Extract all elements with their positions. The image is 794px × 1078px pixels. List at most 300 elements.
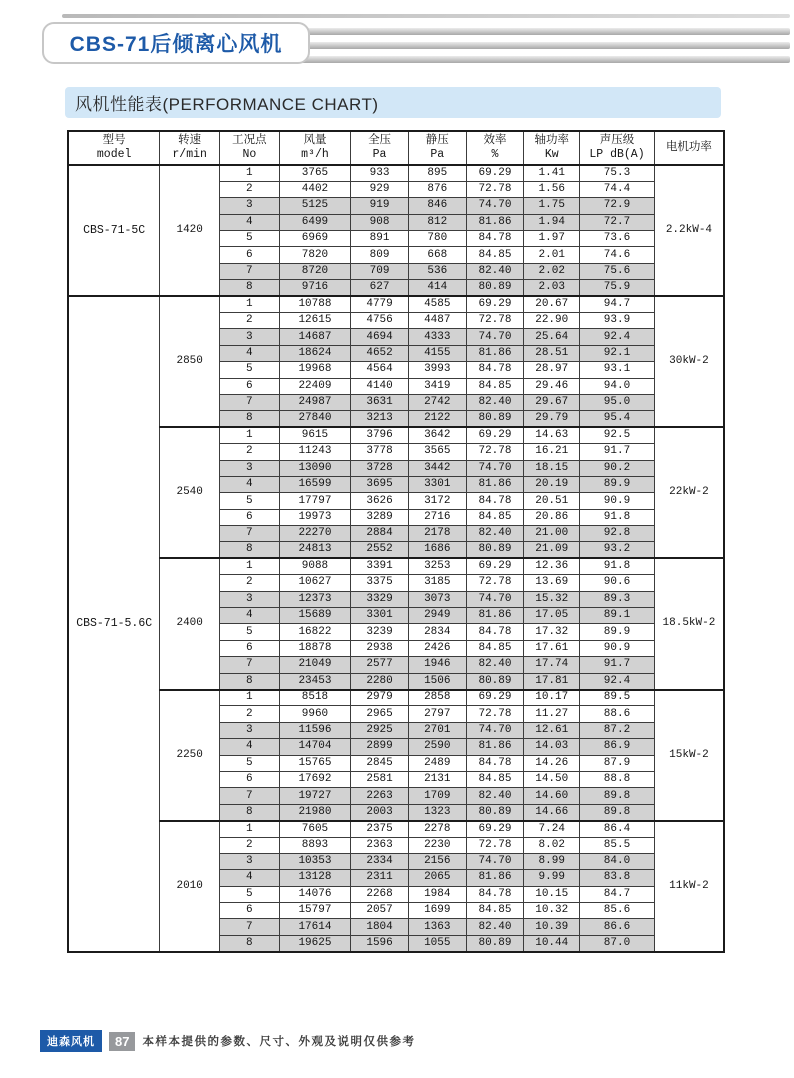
flow-cell: 10788	[279, 296, 351, 312]
point-no-cell: 3	[220, 722, 280, 738]
efficiency-cell: 82.40	[466, 788, 524, 804]
point-no-cell: 1	[220, 296, 280, 312]
point-no-cell: 6	[220, 771, 280, 787]
static-pressure-cell: 1506	[408, 673, 466, 689]
shaft-power-cell: 16.21	[524, 444, 580, 460]
total-pressure-cell: 2280	[351, 673, 409, 689]
shaft-power-cell: 12.36	[524, 558, 580, 574]
noise-level-cell: 85.5	[580, 837, 655, 853]
column-header: 全压 Pa	[351, 131, 409, 165]
point-no-cell: 8	[220, 411, 280, 427]
efficiency-cell: 84.85	[466, 771, 524, 787]
noise-level-cell: 90.6	[580, 575, 655, 591]
header-stripes	[292, 28, 790, 68]
static-pressure-cell: 1363	[408, 919, 466, 935]
total-pressure-cell: 2268	[351, 886, 409, 902]
point-no-cell: 3	[220, 198, 280, 214]
flow-cell: 14076	[279, 886, 351, 902]
total-pressure-cell: 4564	[351, 362, 409, 378]
shaft-power-cell: 8.99	[524, 853, 580, 869]
efficiency-cell: 81.86	[466, 870, 524, 886]
total-pressure-cell: 2552	[351, 542, 409, 558]
static-pressure-cell: 1946	[408, 657, 466, 673]
flow-cell: 24813	[279, 542, 351, 558]
flow-cell: 8893	[279, 837, 351, 853]
noise-level-cell: 72.7	[580, 214, 655, 230]
flow-cell: 17614	[279, 919, 351, 935]
shaft-power-cell: 1.97	[524, 231, 580, 247]
static-pressure-cell: 1686	[408, 542, 466, 558]
total-pressure-cell: 4694	[351, 329, 409, 345]
flow-cell: 17692	[279, 771, 351, 787]
noise-level-cell: 84.7	[580, 886, 655, 902]
point-no-cell: 2	[220, 313, 280, 329]
point-no-cell: 1	[220, 165, 280, 181]
shaft-power-cell: 20.19	[524, 476, 580, 492]
total-pressure-cell: 2938	[351, 640, 409, 656]
static-pressure-cell: 1709	[408, 788, 466, 804]
shaft-power-cell: 9.99	[524, 870, 580, 886]
efficiency-cell: 69.29	[466, 296, 524, 312]
flow-cell: 12373	[279, 591, 351, 607]
flow-cell: 16599	[279, 476, 351, 492]
flow-cell: 8518	[279, 690, 351, 706]
shaft-power-cell: 29.46	[524, 378, 580, 394]
static-pressure-cell: 3442	[408, 460, 466, 476]
point-no-cell: 1	[220, 690, 280, 706]
shaft-power-cell: 10.39	[524, 919, 580, 935]
speed-cell: 2010	[160, 821, 220, 952]
shaft-power-cell: 25.64	[524, 329, 580, 345]
shaft-power-cell: 28.97	[524, 362, 580, 378]
noise-level-cell: 92.5	[580, 427, 655, 443]
noise-level-cell: 91.8	[580, 509, 655, 525]
shaft-power-cell: 8.02	[524, 837, 580, 853]
point-no-cell: 2	[220, 444, 280, 460]
flow-cell: 14704	[279, 739, 351, 755]
noise-level-cell: 92.4	[580, 673, 655, 689]
flow-cell: 15765	[279, 755, 351, 771]
static-pressure-cell: 895	[408, 165, 466, 181]
static-pressure-cell: 876	[408, 181, 466, 197]
shaft-power-cell: 7.24	[524, 821, 580, 837]
noise-level-cell: 94.0	[580, 378, 655, 394]
noise-level-cell: 89.3	[580, 591, 655, 607]
shaft-power-cell: 20.51	[524, 493, 580, 509]
flow-cell: 24987	[279, 394, 351, 410]
efficiency-cell: 84.85	[466, 247, 524, 263]
point-no-cell: 8	[220, 280, 280, 296]
static-pressure-cell: 2701	[408, 722, 466, 738]
speed-cell: 2400	[160, 558, 220, 689]
brand-badge: 迪森风机	[40, 1030, 102, 1052]
shaft-power-cell: 1.56	[524, 181, 580, 197]
total-pressure-cell: 891	[351, 231, 409, 247]
point-no-cell: 2	[220, 575, 280, 591]
flow-cell: 7605	[279, 821, 351, 837]
column-header: 效率 %	[466, 131, 524, 165]
point-no-cell: 7	[220, 263, 280, 279]
static-pressure-cell: 2716	[408, 509, 466, 525]
static-pressure-cell: 2489	[408, 755, 466, 771]
shaft-power-cell: 2.03	[524, 280, 580, 296]
static-pressure-cell: 3301	[408, 476, 466, 492]
noise-level-cell: 88.6	[580, 706, 655, 722]
shaft-power-cell: 10.44	[524, 935, 580, 951]
noise-level-cell: 90.9	[580, 640, 655, 656]
noise-level-cell: 75.3	[580, 165, 655, 181]
total-pressure-cell: 3289	[351, 509, 409, 525]
flow-cell: 19625	[279, 935, 351, 951]
efficiency-cell: 82.40	[466, 263, 524, 279]
point-no-cell: 3	[220, 460, 280, 476]
total-pressure-cell: 3375	[351, 575, 409, 591]
static-pressure-cell: 668	[408, 247, 466, 263]
shaft-power-cell: 17.32	[524, 624, 580, 640]
point-no-cell: 6	[220, 247, 280, 263]
total-pressure-cell: 2363	[351, 837, 409, 853]
point-no-cell: 7	[220, 526, 280, 542]
efficiency-cell: 80.89	[466, 411, 524, 427]
static-pressure-cell: 2949	[408, 608, 466, 624]
point-no-cell: 5	[220, 755, 280, 771]
flow-cell: 11596	[279, 722, 351, 738]
efficiency-cell: 72.78	[466, 706, 524, 722]
point-no-cell: 4	[220, 608, 280, 624]
noise-level-cell: 87.2	[580, 722, 655, 738]
noise-level-cell: 72.9	[580, 198, 655, 214]
total-pressure-cell: 3796	[351, 427, 409, 443]
noise-level-cell: 83.8	[580, 870, 655, 886]
efficiency-cell: 69.29	[466, 690, 524, 706]
static-pressure-cell: 2858	[408, 690, 466, 706]
static-pressure-cell: 4585	[408, 296, 466, 312]
noise-level-cell: 86.4	[580, 821, 655, 837]
static-pressure-cell: 2230	[408, 837, 466, 853]
speed-cell: 2250	[160, 690, 220, 821]
shaft-power-cell: 13.69	[524, 575, 580, 591]
efficiency-cell: 81.86	[466, 345, 524, 361]
efficiency-cell: 72.78	[466, 837, 524, 853]
flow-cell: 9615	[279, 427, 351, 443]
noise-level-cell: 74.4	[580, 181, 655, 197]
noise-level-cell: 90.9	[580, 493, 655, 509]
shaft-power-cell: 17.81	[524, 673, 580, 689]
total-pressure-cell: 2925	[351, 722, 409, 738]
noise-level-cell: 86.6	[580, 919, 655, 935]
section-title-bar	[65, 87, 721, 118]
table-row	[68, 690, 724, 706]
point-no-cell: 7	[220, 394, 280, 410]
top-rule	[62, 14, 790, 18]
shaft-power-cell: 10.17	[524, 690, 580, 706]
point-no-cell: 4	[220, 739, 280, 755]
flow-cell: 5125	[279, 198, 351, 214]
total-pressure-cell: 2899	[351, 739, 409, 755]
total-pressure-cell: 2884	[351, 526, 409, 542]
efficiency-cell: 81.86	[466, 476, 524, 492]
shaft-power-cell: 28.51	[524, 345, 580, 361]
section-title: 风机性能表(PERFORMANCE CHART)	[75, 95, 379, 114]
flow-cell: 16822	[279, 624, 351, 640]
static-pressure-cell: 3993	[408, 362, 466, 378]
point-no-cell: 2	[220, 181, 280, 197]
point-no-cell: 8	[220, 935, 280, 951]
point-no-cell: 5	[220, 886, 280, 902]
static-pressure-cell: 3642	[408, 427, 466, 443]
static-pressure-cell: 2178	[408, 526, 466, 542]
speed-cell: 2850	[160, 296, 220, 427]
shaft-power-cell: 17.74	[524, 657, 580, 673]
noise-level-cell: 89.9	[580, 624, 655, 640]
efficiency-cell: 72.78	[466, 575, 524, 591]
shaft-power-cell: 20.86	[524, 509, 580, 525]
point-no-cell: 4	[220, 476, 280, 492]
total-pressure-cell: 3728	[351, 460, 409, 476]
column-header: 静压 Pa	[408, 131, 466, 165]
total-pressure-cell: 2979	[351, 690, 409, 706]
shaft-power-cell: 12.61	[524, 722, 580, 738]
table-row	[68, 558, 724, 574]
point-no-cell: 5	[220, 231, 280, 247]
point-no-cell: 5	[220, 624, 280, 640]
total-pressure-cell: 3778	[351, 444, 409, 460]
point-no-cell: 8	[220, 542, 280, 558]
efficiency-cell: 69.29	[466, 165, 524, 181]
shaft-power-cell: 1.75	[524, 198, 580, 214]
efficiency-cell: 81.86	[466, 214, 524, 230]
efficiency-cell: 72.78	[466, 181, 524, 197]
noise-level-cell: 89.5	[580, 690, 655, 706]
shaft-power-cell: 11.27	[524, 706, 580, 722]
motor-power-cell: 11kW-2	[654, 821, 724, 952]
static-pressure-cell: 780	[408, 231, 466, 247]
model-cell: CBS-71-5.6C	[68, 296, 160, 952]
noise-level-cell: 87.9	[580, 755, 655, 771]
efficiency-cell: 80.89	[466, 542, 524, 558]
speed-cell: 1420	[160, 165, 220, 296]
point-no-cell: 6	[220, 640, 280, 656]
column-header: 电机功率	[654, 131, 724, 165]
efficiency-cell: 82.40	[466, 394, 524, 410]
noise-level-cell: 84.0	[580, 853, 655, 869]
speed-cell: 2540	[160, 427, 220, 558]
point-no-cell: 1	[220, 821, 280, 837]
shaft-power-cell: 21.00	[524, 526, 580, 542]
column-header: 转速 r/min	[160, 131, 220, 165]
point-no-cell: 6	[220, 509, 280, 525]
static-pressure-cell: 2122	[408, 411, 466, 427]
point-no-cell: 8	[220, 673, 280, 689]
static-pressure-cell: 2156	[408, 853, 466, 869]
static-pressure-cell: 2278	[408, 821, 466, 837]
noise-level-cell: 91.7	[580, 657, 655, 673]
point-no-cell: 1	[220, 427, 280, 443]
shaft-power-cell: 21.09	[524, 542, 580, 558]
shaft-power-cell: 14.63	[524, 427, 580, 443]
motor-power-cell: 15kW-2	[654, 690, 724, 821]
flow-cell: 9088	[279, 558, 351, 574]
flow-cell: 19973	[279, 509, 351, 525]
total-pressure-cell: 929	[351, 181, 409, 197]
header-row	[68, 131, 724, 165]
point-no-cell: 3	[220, 329, 280, 345]
shaft-power-cell: 20.67	[524, 296, 580, 312]
noise-level-cell: 87.0	[580, 935, 655, 951]
shaft-power-cell: 29.79	[524, 411, 580, 427]
table-row	[68, 427, 724, 443]
efficiency-cell: 74.70	[466, 591, 524, 607]
efficiency-cell: 82.40	[466, 526, 524, 542]
noise-level-cell: 73.6	[580, 231, 655, 247]
shaft-power-cell: 17.61	[524, 640, 580, 656]
total-pressure-cell: 4140	[351, 378, 409, 394]
point-no-cell: 3	[220, 591, 280, 607]
efficiency-cell: 74.70	[466, 329, 524, 345]
column-header: 型号 model	[68, 131, 160, 165]
shaft-power-cell: 29.67	[524, 394, 580, 410]
total-pressure-cell: 2057	[351, 903, 409, 919]
noise-level-cell: 94.7	[580, 296, 655, 312]
static-pressure-cell: 846	[408, 198, 466, 214]
total-pressure-cell: 3329	[351, 591, 409, 607]
shaft-power-cell: 18.15	[524, 460, 580, 476]
flow-cell: 3765	[279, 165, 351, 181]
point-no-cell: 4	[220, 345, 280, 361]
efficiency-cell: 84.78	[466, 231, 524, 247]
total-pressure-cell: 3695	[351, 476, 409, 492]
shaft-power-cell: 14.03	[524, 739, 580, 755]
total-pressure-cell: 3626	[351, 493, 409, 509]
efficiency-cell: 84.78	[466, 362, 524, 378]
noise-level-cell: 75.6	[580, 263, 655, 279]
column-header: 工况点 No	[220, 131, 280, 165]
noise-level-cell: 92.4	[580, 329, 655, 345]
efficiency-cell: 84.85	[466, 640, 524, 656]
efficiency-cell: 81.86	[466, 608, 524, 624]
efficiency-cell: 84.85	[466, 903, 524, 919]
shaft-power-cell: 14.60	[524, 788, 580, 804]
noise-level-cell: 89.9	[580, 476, 655, 492]
flow-cell: 10627	[279, 575, 351, 591]
flow-cell: 4402	[279, 181, 351, 197]
efficiency-cell: 84.78	[466, 886, 524, 902]
noise-level-cell: 95.0	[580, 394, 655, 410]
motor-power-cell: 2.2kW-4	[654, 165, 724, 296]
total-pressure-cell: 919	[351, 198, 409, 214]
flow-cell: 11243	[279, 444, 351, 460]
noise-level-cell: 91.8	[580, 558, 655, 574]
shaft-power-cell: 10.32	[524, 903, 580, 919]
point-no-cell: 1	[220, 558, 280, 574]
shaft-power-cell: 14.26	[524, 755, 580, 771]
noise-level-cell: 91.7	[580, 444, 655, 460]
shaft-power-cell: 14.50	[524, 771, 580, 787]
flow-cell: 10353	[279, 853, 351, 869]
total-pressure-cell: 4779	[351, 296, 409, 312]
efficiency-cell: 69.29	[466, 427, 524, 443]
noise-level-cell: 74.6	[580, 247, 655, 263]
point-no-cell: 2	[220, 837, 280, 853]
column-header: 声压级 LP dB(A)	[580, 131, 655, 165]
table-head	[68, 131, 724, 165]
efficiency-cell: 82.40	[466, 657, 524, 673]
total-pressure-cell: 3391	[351, 558, 409, 574]
point-no-cell: 4	[220, 214, 280, 230]
performance-table	[67, 130, 725, 953]
static-pressure-cell: 1055	[408, 935, 466, 951]
efficiency-cell: 74.70	[466, 198, 524, 214]
total-pressure-cell: 3631	[351, 394, 409, 410]
efficiency-cell: 84.85	[466, 509, 524, 525]
flow-cell: 17797	[279, 493, 351, 509]
static-pressure-cell: 2065	[408, 870, 466, 886]
noise-level-cell: 92.8	[580, 526, 655, 542]
flow-cell: 13090	[279, 460, 351, 476]
point-no-cell: 7	[220, 788, 280, 804]
efficiency-cell: 84.85	[466, 378, 524, 394]
static-pressure-cell: 3565	[408, 444, 466, 460]
efficiency-cell: 80.89	[466, 804, 524, 820]
noise-level-cell: 86.9	[580, 739, 655, 755]
noise-level-cell: 93.2	[580, 542, 655, 558]
efficiency-cell: 84.78	[466, 755, 524, 771]
efficiency-cell: 82.40	[466, 919, 524, 935]
point-no-cell: 5	[220, 493, 280, 509]
flow-cell: 21049	[279, 657, 351, 673]
flow-cell: 8720	[279, 263, 351, 279]
static-pressure-cell: 2426	[408, 640, 466, 656]
page-footer	[40, 1031, 415, 1051]
static-pressure-cell: 1984	[408, 886, 466, 902]
point-no-cell: 4	[220, 870, 280, 886]
flow-cell: 23453	[279, 673, 351, 689]
efficiency-cell: 74.70	[466, 722, 524, 738]
shaft-power-cell: 2.01	[524, 247, 580, 263]
total-pressure-cell: 2375	[351, 821, 409, 837]
efficiency-cell: 81.86	[466, 739, 524, 755]
flow-cell: 12615	[279, 313, 351, 329]
table-row	[68, 821, 724, 837]
static-pressure-cell: 2834	[408, 624, 466, 640]
noise-level-cell: 93.1	[580, 362, 655, 378]
total-pressure-cell: 3301	[351, 608, 409, 624]
total-pressure-cell: 627	[351, 280, 409, 296]
flow-cell: 19727	[279, 788, 351, 804]
point-no-cell: 3	[220, 853, 280, 869]
motor-power-cell: 18.5kW-2	[654, 558, 724, 689]
efficiency-cell: 80.89	[466, 280, 524, 296]
total-pressure-cell: 809	[351, 247, 409, 263]
flow-cell: 21980	[279, 804, 351, 820]
flow-cell: 6969	[279, 231, 351, 247]
total-pressure-cell: 2581	[351, 771, 409, 787]
shaft-power-cell: 17.05	[524, 608, 580, 624]
efficiency-cell: 69.29	[466, 558, 524, 574]
motor-power-cell: 22kW-2	[654, 427, 724, 558]
noise-level-cell: 93.9	[580, 313, 655, 329]
shaft-power-cell: 15.32	[524, 591, 580, 607]
static-pressure-cell: 4487	[408, 313, 466, 329]
page-number-badge: 87	[109, 1032, 135, 1051]
static-pressure-cell: 4333	[408, 329, 466, 345]
flow-cell: 13128	[279, 870, 351, 886]
total-pressure-cell: 2845	[351, 755, 409, 771]
efficiency-cell: 80.89	[466, 935, 524, 951]
static-pressure-cell: 1699	[408, 903, 466, 919]
static-pressure-cell: 3172	[408, 493, 466, 509]
flow-cell: 22270	[279, 526, 351, 542]
